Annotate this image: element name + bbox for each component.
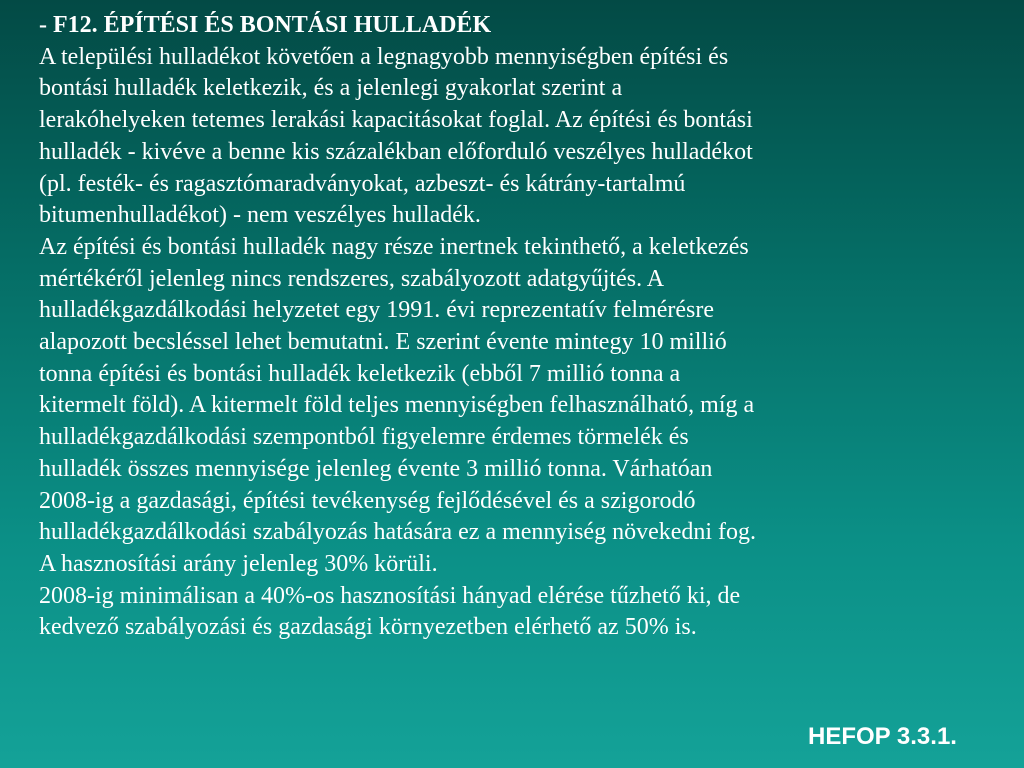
paragraph-line: A települési hulladékot követően a legnagyobb mennyiségben építési és bbox=[39, 43, 729, 70]
slide-title: - F12. ÉPÍTÉSI ÉS BONTÁSI HULLADÉK bbox=[39, 12, 492, 38]
paragraph-line: alapozott becsléssel lehet bemutatni. E szerint évente mintegy 10 millió bbox=[39, 329, 727, 356]
footer-label: HEFOP 3.3.1. bbox=[808, 723, 957, 750]
paragraph-3 bbox=[39, 581, 989, 644]
paragraph-line: 2008-ig a gazdasági, építési tevékenység fejlődésével és a szigorodó bbox=[39, 487, 696, 514]
paragraph-line: lerakóhelyeken tetemes lerakási kapacitásokat foglal. Az építési és bontási bbox=[39, 107, 753, 134]
paragraph-line: kitermelt föld). A kitermelt föld teljes mennyiségben felhasználható, míg a bbox=[39, 392, 755, 419]
slide-content bbox=[39, 10, 989, 644]
paragraph-line: (pl. festék- és ragasztómaradványokat, azbeszt- és kátrány-tartalmú bbox=[39, 170, 686, 197]
paragraph-line: kedvező szabályozási és gazdasági környezetben elérhető az 50% is. bbox=[39, 614, 697, 641]
paragraph-line: hulladék - kivéve a benne kis százalékban előforduló veszélyes hulladékot bbox=[39, 138, 753, 165]
paragraph-line: Az építési és bontási hulladék nagy része inertnek tekinthető, a keletkezés bbox=[39, 233, 749, 260]
paragraph-line: hulladék összes mennyisége jelenleg évente 3 millió tonna. Várhatóan bbox=[39, 455, 713, 482]
paragraph-2 bbox=[39, 232, 989, 581]
paragraph-line: 2008-ig minimálisan a 40%-os hasznosítási hányad elérése tűzhető ki, de bbox=[39, 582, 741, 609]
paragraph-line: hulladékgazdálkodási szempontból figyelemre érdemes törmelék és bbox=[39, 424, 689, 451]
paragraph-line: bontási hulladék keletkezik, és a jelenlegi gyakorlat szerint a bbox=[39, 75, 623, 102]
paragraph-line: hulladékgazdálkodási helyzetet egy 1991. évi reprezentatív felmérésre bbox=[39, 297, 715, 324]
paragraph-line: mértékéről jelenleg nincs rendszeres, szabályozott adatgyűjtés. A bbox=[39, 265, 665, 292]
paragraph-line: A hasznosítási arány jelenleg 30% körüli. bbox=[39, 550, 438, 577]
paragraph-1 bbox=[39, 42, 989, 232]
paragraph-line: tonna építési és bontási hulladék keletkezik (ebből 7 millió tonna a bbox=[39, 360, 681, 387]
paragraph-line: hulladékgazdálkodási szabályozás hatására ez a mennyiség növekedni fog. bbox=[39, 519, 757, 546]
paragraph-line: bitumenhulladékot) - nem veszélyes hulladék. bbox=[39, 202, 481, 229]
